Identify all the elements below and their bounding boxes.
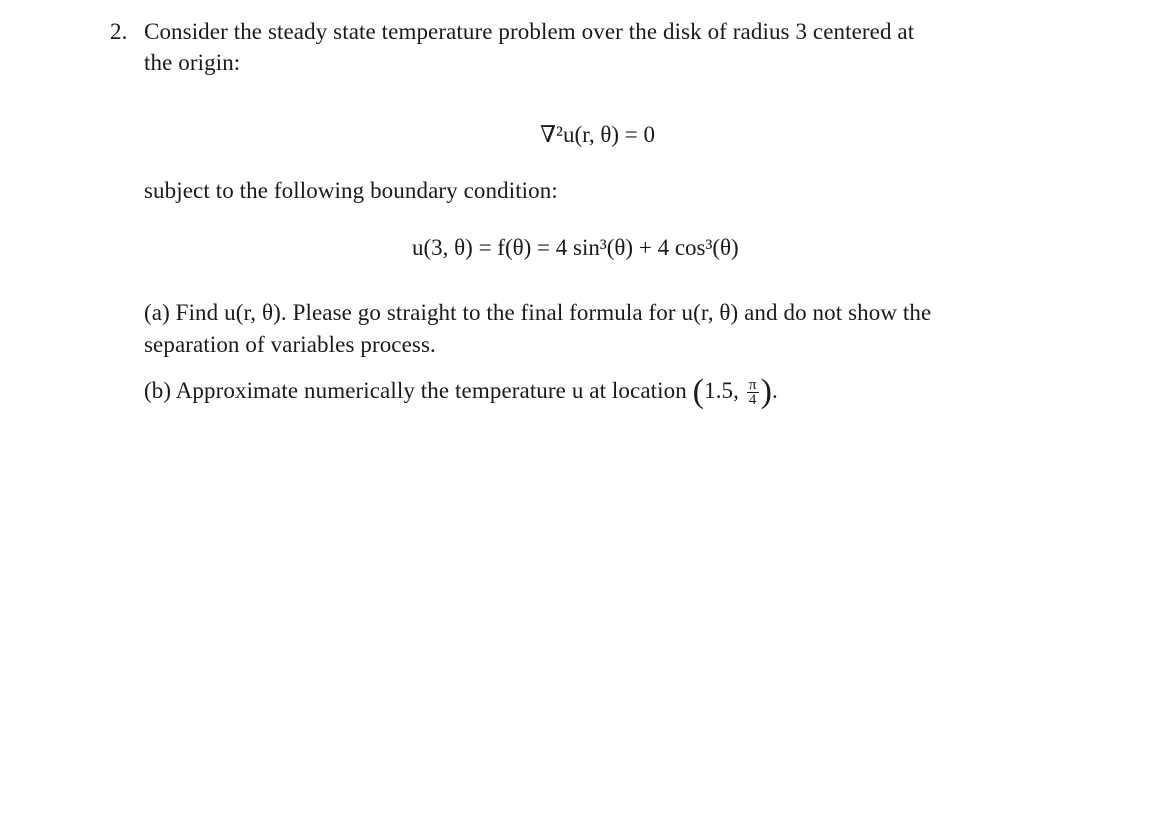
subject-text: subject to the following boundary condition: [144, 178, 558, 203]
part-b-fraction-numerator: π [748, 377, 757, 394]
part-a-line1: (a) Find u(r, θ). Please go straight to the final formula for u(r, θ) and do not show the [144, 300, 932, 325]
part-b-fraction-denominator: 4 [748, 392, 757, 409]
problem-number: 2. [110, 19, 128, 44]
part-b-line [144, 373, 778, 410]
part-b-fraction [747, 378, 759, 407]
pde-equation: ∇²u(r, θ) = 0 [540, 122, 655, 147]
part-b-period: . [772, 378, 778, 403]
part-a-line2: separation of variables process. [144, 332, 436, 357]
part-b-close-paren: ) [760, 373, 772, 410]
problem-intro-line1: Consider the steady state temperature problem over the disk of radius 3 centered at [144, 19, 915, 44]
part-b-open-paren: ( [692, 373, 705, 410]
part-b-point-x: 1.5, [704, 378, 740, 403]
boundary-condition-equation: u(3, θ) = f(θ) = 4 sin³(θ) + 4 cos³(θ) [412, 235, 739, 260]
problem-intro-line2: the origin: [144, 50, 241, 75]
part-b-text: (b) Approximate numerically the temperature u at location [144, 378, 687, 403]
